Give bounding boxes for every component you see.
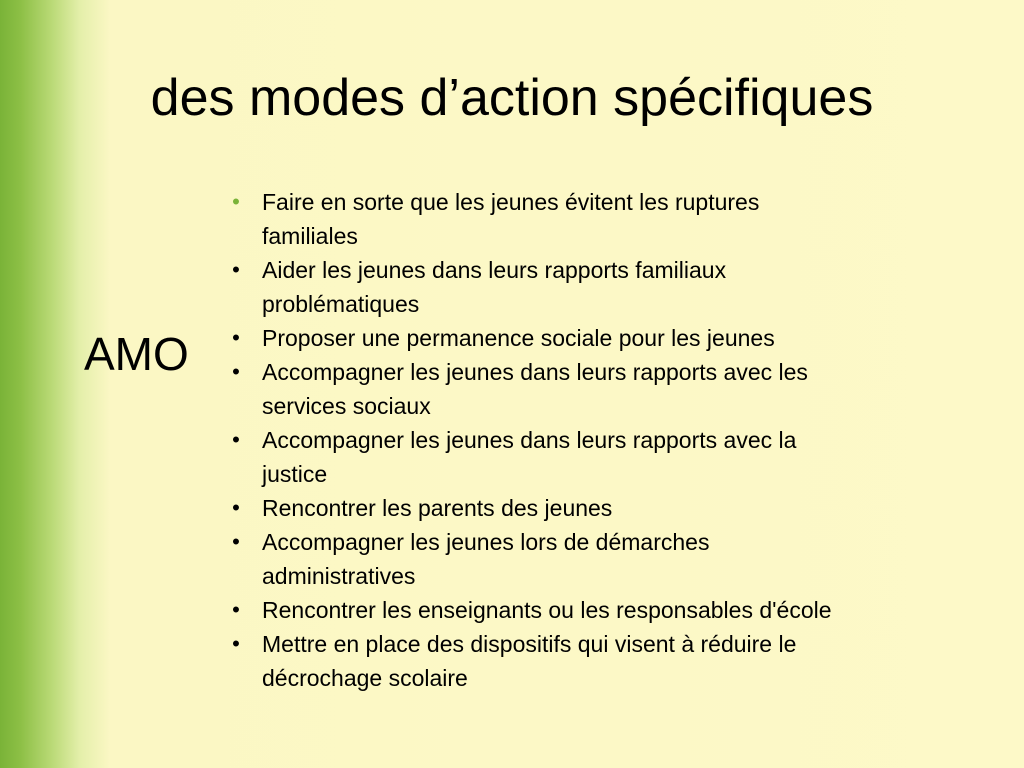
bullet-text-line: Accompagner les jeunes dans leurs rapports avec les bbox=[262, 359, 808, 385]
bullet-text-line: familiales bbox=[262, 223, 358, 249]
bullet-text-line: administratives bbox=[262, 563, 416, 589]
bullet-text-line: Faire en sorte que les jeunes évitent les ruptures bbox=[262, 189, 760, 215]
bullet-item bbox=[232, 423, 962, 491]
bullet-list bbox=[232, 185, 962, 695]
bullet-item bbox=[232, 355, 962, 423]
bullet-item bbox=[232, 491, 962, 525]
bullet-item bbox=[232, 253, 962, 321]
bullet-item bbox=[232, 185, 962, 253]
bullet-text-line: décrochage scolaire bbox=[262, 665, 468, 691]
slide-title: des modes d’action spécifiques bbox=[150, 69, 874, 127]
bullet-text-line: Rencontrer les parents des jeunes bbox=[262, 495, 613, 521]
side-label-amo: AMO bbox=[84, 328, 189, 380]
bullet-icon: • bbox=[232, 325, 240, 350]
bullet-text-line: Accompagner les jeunes lors de démarches bbox=[262, 529, 710, 555]
bullet-icon: • bbox=[232, 597, 240, 622]
bullet-item bbox=[232, 627, 962, 695]
bullet-text-line: problématiques bbox=[262, 291, 420, 317]
bullet-item bbox=[232, 321, 962, 355]
bullet-icon: • bbox=[232, 257, 240, 282]
bullet-item bbox=[232, 593, 962, 627]
bullet-icon: • bbox=[232, 495, 240, 520]
bullet-text-line: services sociaux bbox=[262, 393, 431, 419]
bullet-icon: • bbox=[232, 631, 240, 656]
bullet-icon: • bbox=[232, 189, 240, 214]
bullet-text-line: Rencontrer les enseignants ou les responsables d'école bbox=[262, 597, 832, 623]
bullet-icon: • bbox=[232, 359, 240, 384]
bullet-text-line: Aider les jeunes dans leurs rapports familiaux bbox=[262, 257, 727, 283]
bullet-icon: • bbox=[232, 427, 240, 452]
bullet-text-line: justice bbox=[262, 461, 328, 487]
bullet-text-line: Proposer une permanence sociale pour les jeunes bbox=[262, 325, 775, 351]
bullet-text-line: Mettre en place des dispositifs qui visent à réduire le bbox=[262, 631, 797, 657]
bullet-item bbox=[232, 525, 962, 593]
bullet-icon: • bbox=[232, 529, 240, 554]
bullet-text-line: Accompagner les jeunes dans leurs rapports avec la bbox=[262, 427, 797, 453]
